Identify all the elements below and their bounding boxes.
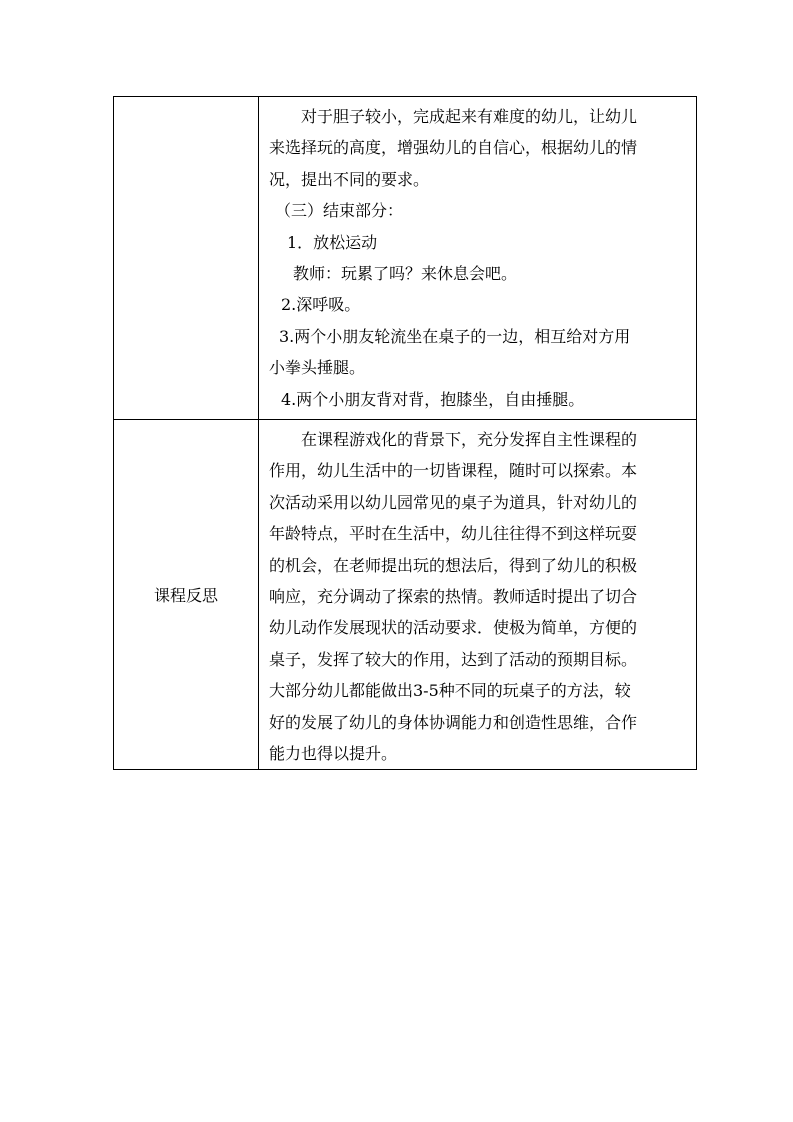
paragraph-line: 对于胆子较小，完成起来有难度的幼儿，让幼儿 [301, 107, 638, 126]
paragraph-line: 年龄特点，平时在生活中，幼儿往往得不到这样玩耍 [269, 524, 638, 544]
list-item: 1．放松运动 [287, 232, 378, 252]
list-item-continuation: 小拳头捶腿。 [269, 358, 366, 378]
table-row-reflection [114, 420, 697, 770]
table-row-closing-section [114, 97, 697, 420]
paragraph-line: 幼儿动作发展现状的活动要求．使极为简单，方便的 [269, 618, 638, 638]
paragraph-line: 能力也得以提升。 [269, 744, 398, 764]
paragraph-line: 来选择玩的高度，增强幼儿的自信心，根据幼儿的情 [269, 138, 638, 158]
lesson-plan-table [113, 96, 697, 770]
paragraph-line: 的机会，在老师提出玩的想法后，得到了幼儿的积极 [269, 555, 638, 575]
list-item: 3.两个小朋友轮流坐在桌子的一边，相互给对方用 [279, 326, 631, 346]
list-item: 2.深呼吸。 [281, 295, 361, 315]
paragraph-line: 况，提出不同的要求。 [269, 169, 430, 189]
list-item: 4.两个小朋友背对背，抱膝坐，自由捶腿。 [281, 389, 585, 409]
paragraph-line: 次活动采用以幼儿园常见的桌子为道具，针对幼儿的 [269, 492, 638, 512]
section-heading: （三）结束部分： [275, 201, 404, 221]
paragraph-line: 大部分幼儿都能做出3-5种不同的玩桌子的方法，较 [269, 681, 631, 701]
paragraph-line: 作用，幼儿生活中的一切皆课程，随时可以探索。本 [269, 461, 638, 481]
paragraph-line: 桌子，发挥了较大的作用，达到了活动的预期目标。 [269, 649, 638, 669]
row-label-cell [114, 97, 259, 420]
reflection-content [259, 420, 697, 770]
paragraph-line: 好的发展了幼儿的身体协调能力和创造性思维，合作 [269, 712, 638, 732]
paragraph-line: 响应，充分调动了探索的热情。教师适时提出了切合 [269, 587, 638, 607]
reflection-label: 课程反思 [114, 420, 259, 770]
teacher-dialogue: 教师：玩累了吗？来休息会吧。 [293, 264, 518, 284]
paragraph-line: 在课程游戏化的背景下，充分发挥自主性课程的 [301, 430, 638, 449]
closing-section-content [259, 97, 697, 420]
